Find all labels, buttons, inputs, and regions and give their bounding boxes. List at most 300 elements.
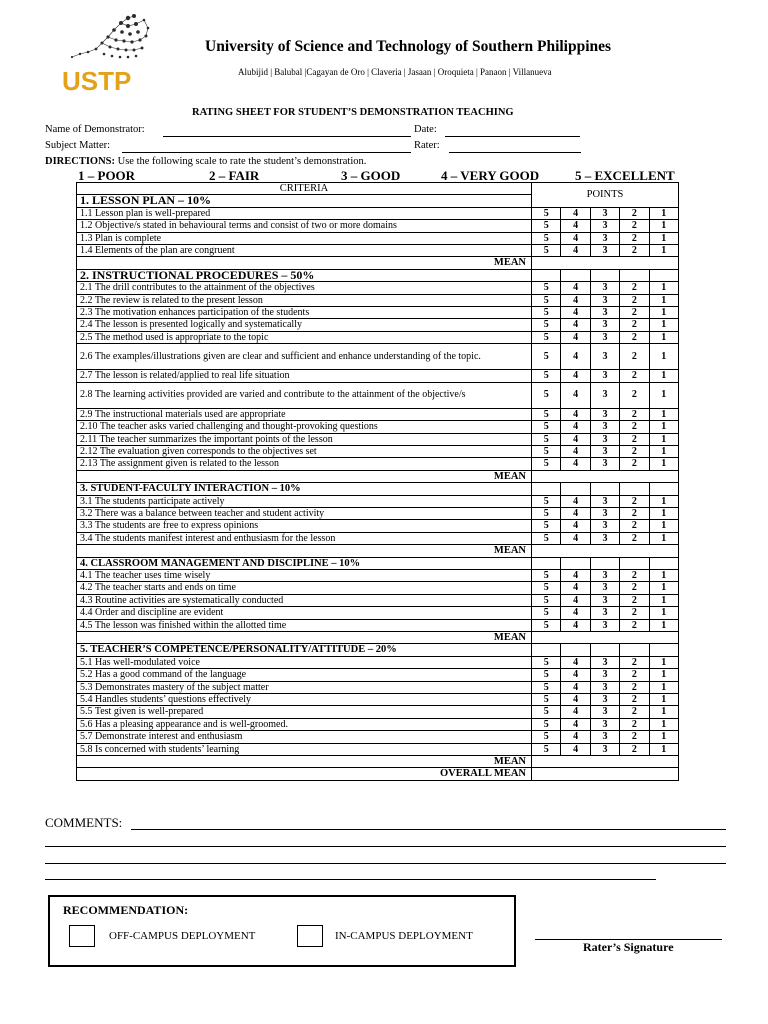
rating-option-3[interactable]: 3 — [590, 532, 619, 544]
empty-point-cell — [561, 557, 590, 569]
rating-option-3[interactable]: 3 — [590, 582, 619, 594]
rating-option-3[interactable]: 3 — [590, 245, 619, 257]
rating-option-2[interactable]: 2 — [620, 344, 649, 370]
subject-field[interactable] — [122, 152, 411, 153]
criteria-item: 2.5 The method used is appropriate to the topic — [77, 331, 532, 343]
logo-text: USTP — [62, 66, 132, 94]
rating-option-4[interactable]: 4 — [561, 706, 590, 718]
rating-option-4[interactable]: 4 — [561, 319, 590, 331]
rating-option-5[interactable]: 5 — [532, 294, 561, 306]
rating-option-4[interactable]: 4 — [561, 681, 590, 693]
rating-option-5[interactable]: 5 — [532, 607, 561, 619]
rating-option-3[interactable]: 3 — [590, 594, 619, 606]
empty-point-cell — [620, 644, 649, 656]
rating-option-2[interactable]: 2 — [620, 681, 649, 693]
in-campus-label: IN-CAMPUS DEPLOYMENT — [335, 930, 473, 942]
criteria-row — [77, 232, 679, 244]
rating-option-3[interactable]: 3 — [590, 619, 619, 631]
rating-option-2[interactable]: 2 — [620, 207, 649, 219]
rating-option-1[interactable]: 1 — [649, 619, 678, 631]
comment-line[interactable] — [45, 863, 726, 864]
criteria-item: 1.4 Elements of the plan are congruent — [77, 245, 532, 257]
criteria-row — [77, 307, 679, 319]
rating-option-1[interactable]: 1 — [649, 445, 678, 457]
subject-label: Subject Matter: — [45, 140, 111, 151]
rating-option-4[interactable]: 4 — [561, 594, 590, 606]
rating-option-4[interactable]: 4 — [561, 331, 590, 343]
document-title: RATING SHEET FOR STUDENT’S DEMONSTRATION TEACHING — [192, 107, 514, 118]
scale-fair: 2 – FAIR — [209, 168, 260, 183]
rating-option-2[interactable]: 2 — [620, 619, 649, 631]
rating-option-2[interactable]: 2 — [620, 294, 649, 306]
rating-option-1[interactable]: 1 — [649, 694, 678, 706]
rating-option-3[interactable]: 3 — [590, 421, 619, 433]
rating-option-2[interactable]: 2 — [620, 507, 649, 519]
mean-value-cell[interactable] — [532, 545, 679, 557]
rating-option-2[interactable]: 2 — [620, 220, 649, 232]
rating-option-5[interactable]: 5 — [532, 245, 561, 257]
rating-option-3[interactable]: 3 — [590, 433, 619, 445]
section-title-row — [77, 644, 679, 656]
criteria-row — [77, 681, 679, 693]
rating-option-5[interactable]: 5 — [532, 569, 561, 581]
rating-option-2[interactable]: 2 — [620, 669, 649, 681]
rating-option-5[interactable]: 5 — [532, 232, 561, 244]
rating-option-3[interactable]: 3 — [590, 282, 619, 294]
criteria-item: 3.1 The students participate actively — [77, 495, 532, 507]
criteria-row — [77, 582, 679, 594]
rating-option-4[interactable]: 4 — [561, 569, 590, 581]
rating-option-3[interactable]: 3 — [590, 569, 619, 581]
rating-option-2[interactable]: 2 — [620, 694, 649, 706]
criteria-row — [77, 656, 679, 668]
rating-option-2[interactable]: 2 — [620, 245, 649, 257]
rating-option-4[interactable]: 4 — [561, 656, 590, 668]
rating-option-4[interactable]: 4 — [561, 307, 590, 319]
demonstrator-field[interactable] — [163, 136, 411, 137]
rating-option-5[interactable]: 5 — [532, 594, 561, 606]
rating-option-4[interactable]: 4 — [561, 282, 590, 294]
rating-option-1[interactable]: 1 — [649, 495, 678, 507]
rating-option-3[interactable]: 3 — [590, 520, 619, 532]
rating-option-5[interactable]: 5 — [532, 619, 561, 631]
rating-option-2[interactable]: 2 — [620, 433, 649, 445]
rating-option-5[interactable]: 5 — [532, 433, 561, 445]
criteria-item: 4.5 The lesson was finished within the allotted time — [77, 619, 532, 631]
rating-option-2[interactable]: 2 — [620, 607, 649, 619]
criteria-item: 2.3 The motivation enhances participation of the students — [77, 307, 532, 319]
criteria-row — [77, 495, 679, 507]
criteria-item: 5.4 Handles students’ questions effectively — [77, 694, 532, 706]
criteria-row — [77, 433, 679, 445]
mean-value-cell[interactable] — [532, 470, 679, 482]
rating-option-2[interactable]: 2 — [620, 331, 649, 343]
criteria-item: 5.5 Test given is well-prepared — [77, 706, 532, 718]
rating-option-1[interactable]: 1 — [649, 408, 678, 420]
rating-option-4[interactable]: 4 — [561, 694, 590, 706]
rating-option-1[interactable]: 1 — [649, 731, 678, 743]
criteria-row — [77, 507, 679, 519]
criteria-row — [77, 331, 679, 343]
criteria-item: 2.12 The evaluation given corresponds to the objectives set — [77, 445, 532, 457]
rating-option-2[interactable]: 2 — [620, 282, 649, 294]
rating-option-4[interactable]: 4 — [561, 607, 590, 619]
rating-option-3[interactable]: 3 — [590, 607, 619, 619]
empty-point-cell — [532, 644, 561, 656]
rating-option-5[interactable]: 5 — [532, 495, 561, 507]
rating-option-5[interactable]: 5 — [532, 718, 561, 730]
demonstrator-label: Name of Demonstrator: — [45, 124, 145, 135]
rating-option-1[interactable]: 1 — [649, 656, 678, 668]
criteria-item: 3.3 The students are free to express opinions — [77, 520, 532, 532]
rating-option-1[interactable]: 1 — [649, 718, 678, 730]
empty-point-cell — [532, 557, 561, 569]
rating-option-5[interactable]: 5 — [532, 370, 561, 382]
rating-option-4[interactable]: 4 — [561, 495, 590, 507]
rating-option-1[interactable]: 1 — [649, 582, 678, 594]
rating-option-5[interactable]: 5 — [532, 220, 561, 232]
rating-option-2[interactable]: 2 — [620, 382, 649, 408]
criteria-item: 2.1 The drill contributes to the attainment of the objectives — [77, 282, 532, 294]
rating-option-3[interactable]: 3 — [590, 294, 619, 306]
criteria-row — [77, 594, 679, 606]
rating-option-2[interactable]: 2 — [620, 319, 649, 331]
rating-option-2[interactable]: 2 — [620, 307, 649, 319]
rating-option-3[interactable]: 3 — [590, 694, 619, 706]
rating-option-1[interactable]: 1 — [649, 282, 678, 294]
rating-option-5[interactable]: 5 — [532, 408, 561, 420]
mean-label: MEAN — [77, 257, 532, 269]
comments-label: COMMENTS: — [45, 815, 123, 830]
rating-option-2[interactable]: 2 — [620, 232, 649, 244]
criteria-item: 2.7 The lesson is related/applied to real life situation — [77, 370, 532, 382]
rating-option-3[interactable]: 3 — [590, 718, 619, 730]
empty-point-cell — [561, 644, 590, 656]
rating-option-3[interactable]: 3 — [590, 681, 619, 693]
criteria-row — [77, 520, 679, 532]
criteria-item: 2.11 The teacher summarizes the important points of the lesson — [77, 433, 532, 445]
scale-good: 3 – GOOD — [341, 168, 401, 183]
rating-option-1[interactable]: 1 — [649, 331, 678, 343]
criteria-item: 4.4 Order and discipline are evident — [77, 607, 532, 619]
rating-option-3[interactable]: 3 — [590, 507, 619, 519]
criteria-row — [77, 294, 679, 306]
rating-option-4[interactable]: 4 — [561, 619, 590, 631]
rating-option-4[interactable]: 4 — [561, 433, 590, 445]
rating-option-4[interactable]: 4 — [561, 669, 590, 681]
mean-row — [77, 257, 679, 269]
scale-very-good: 4 – VERY GOOD — [441, 168, 540, 183]
overall-mean-value-cell[interactable] — [532, 768, 679, 780]
rating-option-3[interactable]: 3 — [590, 458, 619, 470]
rating-option-1[interactable]: 1 — [649, 569, 678, 581]
rating-option-1[interactable]: 1 — [649, 220, 678, 232]
rating-option-2[interactable]: 2 — [620, 594, 649, 606]
empty-point-cell — [620, 557, 649, 569]
rating-option-2[interactable]: 2 — [620, 718, 649, 730]
rating-option-3[interactable]: 3 — [590, 743, 619, 755]
rating-option-2[interactable]: 2 — [620, 408, 649, 420]
rating-option-4[interactable]: 4 — [561, 458, 590, 470]
rating-option-1[interactable]: 1 — [649, 507, 678, 519]
comment-line[interactable] — [131, 829, 726, 830]
empty-point-cell — [590, 557, 619, 569]
rating-option-2[interactable]: 2 — [620, 743, 649, 755]
criteria-row — [77, 569, 679, 581]
rating-option-3[interactable]: 3 — [590, 344, 619, 370]
criteria-item: 4.1 The teacher uses time wisely — [77, 569, 532, 581]
rating-option-2[interactable]: 2 — [620, 458, 649, 470]
rating-option-1[interactable]: 1 — [649, 370, 678, 382]
rating-option-1[interactable]: 1 — [649, 743, 678, 755]
rating-option-5[interactable]: 5 — [532, 282, 561, 294]
empty-point-cell — [532, 269, 561, 281]
rating-option-1[interactable]: 1 — [649, 433, 678, 445]
rating-option-3[interactable]: 3 — [590, 656, 619, 668]
criteria-row — [77, 458, 679, 470]
rating-option-1[interactable]: 1 — [649, 294, 678, 306]
criteria-row — [77, 382, 679, 408]
rating-option-5[interactable]: 5 — [532, 582, 561, 594]
rating-option-4[interactable]: 4 — [561, 245, 590, 257]
criteria-row — [77, 619, 679, 631]
section-title-row — [77, 483, 679, 495]
criteria-row — [77, 706, 679, 718]
criteria-row — [77, 694, 679, 706]
criteria-item: 3.4 The students manifest interest and enthusiasm for the lesson — [77, 532, 532, 544]
rating-option-1[interactable]: 1 — [649, 706, 678, 718]
criteria-row — [77, 207, 679, 219]
empty-point-cell — [649, 269, 678, 281]
rating-option-1[interactable]: 1 — [649, 232, 678, 244]
section-title: 2. INSTRUCTIONAL PROCEDURES – 50% — [77, 269, 532, 281]
date-label: Date: — [414, 124, 437, 135]
rating-option-3[interactable]: 3 — [590, 370, 619, 382]
rating-option-2[interactable]: 2 — [620, 582, 649, 594]
empty-point-cell — [620, 269, 649, 281]
rating-option-1[interactable]: 1 — [649, 319, 678, 331]
criteria-item: 5.6 Has a pleasing appearance and is well-groomed. — [77, 718, 532, 730]
criteria-item: 4.2 The teacher starts and ends on time — [77, 582, 532, 594]
rating-option-3[interactable]: 3 — [590, 706, 619, 718]
rating-option-4[interactable]: 4 — [561, 232, 590, 244]
rating-option-2[interactable]: 2 — [620, 656, 649, 668]
rating-option-4[interactable]: 4 — [561, 408, 590, 420]
off-campus-label: OFF-CAMPUS DEPLOYMENT — [109, 930, 256, 942]
in-campus-checkbox[interactable] — [297, 925, 323, 947]
rating-option-3[interactable]: 3 — [590, 331, 619, 343]
criteria-row — [77, 408, 679, 420]
mean-value-cell[interactable] — [532, 756, 679, 768]
rating-option-1[interactable]: 1 — [649, 669, 678, 681]
criteria-item: 5.2 Has a good command of the language — [77, 669, 532, 681]
criteria-item: 2.6 The examples/illustrations given are clear and sufficient and enhance understanding of the topic. — [77, 344, 532, 370]
empty-point-cell — [649, 644, 678, 656]
criteria-item: 4.3 Routine activities are systematically conducted — [77, 594, 532, 606]
rating-option-3[interactable]: 3 — [590, 382, 619, 408]
criteria-row — [77, 445, 679, 457]
rating-option-5[interactable]: 5 — [532, 669, 561, 681]
empty-point-cell — [590, 644, 619, 656]
rating-option-5[interactable]: 5 — [532, 307, 561, 319]
rater-label: Rater: — [414, 140, 440, 151]
mean-value-cell[interactable] — [532, 257, 679, 269]
rating-option-2[interactable]: 2 — [620, 421, 649, 433]
rating-option-4[interactable]: 4 — [561, 294, 590, 306]
rating-option-3[interactable]: 3 — [590, 445, 619, 457]
empty-point-cell — [561, 483, 590, 495]
rating-option-5[interactable]: 5 — [532, 706, 561, 718]
table-header-row — [77, 183, 679, 195]
criteria-row — [77, 370, 679, 382]
rating-option-2[interactable]: 2 — [620, 532, 649, 544]
rating-option-3[interactable]: 3 — [590, 232, 619, 244]
rating-option-1[interactable]: 1 — [649, 307, 678, 319]
signature-label: Rater’s Signature — [583, 940, 674, 954]
rating-option-5[interactable]: 5 — [532, 458, 561, 470]
date-field[interactable] — [445, 136, 580, 137]
criteria-item: 1.2 Objective/s stated in behavioural terms and consist of two or more domains — [77, 220, 532, 232]
rating-option-5[interactable]: 5 — [532, 520, 561, 532]
mean-row — [77, 632, 679, 644]
rating-option-1[interactable]: 1 — [649, 607, 678, 619]
rating-option-5[interactable]: 5 — [532, 207, 561, 219]
criteria-item: 1.3 Plan is complete — [77, 232, 532, 244]
rating-option-5[interactable]: 5 — [532, 507, 561, 519]
criteria-row — [77, 532, 679, 544]
criteria-item: 2.4 The lesson is presented logically and systematically — [77, 319, 532, 331]
rating-option-3[interactable]: 3 — [590, 319, 619, 331]
rating-option-1[interactable]: 1 — [649, 207, 678, 219]
rating-option-5[interactable]: 5 — [532, 319, 561, 331]
criteria-item: 2.8 The learning activities provided are varied and contribute to the attainment of the objective/s — [77, 382, 532, 408]
rating-option-2[interactable]: 2 — [620, 520, 649, 532]
rating-table — [76, 182, 679, 781]
scale-excellent: 5 – EXCELLENT — [575, 168, 675, 183]
rating-option-1[interactable]: 1 — [649, 458, 678, 470]
rater-field[interactable] — [449, 152, 581, 153]
rating-option-5[interactable]: 5 — [532, 445, 561, 457]
criteria-item: 5.3 Demonstrates mastery of the subject matter — [77, 681, 532, 693]
criteria-item: 3.2 There was a balance between teacher and student activity — [77, 507, 532, 519]
ustp-logo — [58, 10, 178, 94]
rating-option-5[interactable]: 5 — [532, 382, 561, 408]
mean-label: MEAN — [77, 756, 532, 768]
rating-option-4[interactable]: 4 — [561, 421, 590, 433]
mean-row — [77, 470, 679, 482]
mean-label: MEAN — [77, 470, 532, 482]
section-title: 4. CLASSROOM MANAGEMENT AND DISCIPLINE – 10% — [77, 557, 532, 569]
rating-option-5[interactable]: 5 — [532, 331, 561, 343]
empty-point-cell — [649, 483, 678, 495]
criteria-item: 2.2 The review is related to the present lesson — [77, 294, 532, 306]
off-campus-checkbox[interactable] — [69, 925, 95, 947]
section-title-row — [77, 557, 679, 569]
points-header: POINTS — [532, 183, 679, 208]
criteria-item: 2.13 The assignment given is related to the lesson — [77, 458, 532, 470]
rating-option-4[interactable]: 4 — [561, 731, 590, 743]
rating-option-5[interactable]: 5 — [532, 731, 561, 743]
rating-option-5[interactable]: 5 — [532, 681, 561, 693]
rating-option-5[interactable]: 5 — [532, 743, 561, 755]
rating-option-5[interactable]: 5 — [532, 532, 561, 544]
mean-value-cell[interactable] — [532, 632, 679, 644]
rating-option-3[interactable]: 3 — [590, 669, 619, 681]
rating-option-4[interactable]: 4 — [561, 370, 590, 382]
criteria-row — [77, 319, 679, 331]
rating-option-4[interactable]: 4 — [561, 507, 590, 519]
rating-option-4[interactable]: 4 — [561, 445, 590, 457]
rating-option-1[interactable]: 1 — [649, 594, 678, 606]
rating-option-3[interactable]: 3 — [590, 220, 619, 232]
recommendation-box — [48, 895, 516, 967]
rating-option-4[interactable]: 4 — [561, 344, 590, 370]
rating-option-3[interactable]: 3 — [590, 495, 619, 507]
rating-option-5[interactable]: 5 — [532, 694, 561, 706]
rating-option-4[interactable]: 4 — [561, 743, 590, 755]
rating-option-1[interactable]: 1 — [649, 421, 678, 433]
empty-point-cell — [590, 269, 619, 281]
rating-option-1[interactable]: 1 — [649, 520, 678, 532]
scale-poor: 1 – POOR — [78, 168, 136, 183]
overall-mean-row — [77, 768, 679, 780]
rating-option-4[interactable]: 4 — [561, 582, 590, 594]
rating-option-4[interactable]: 4 — [561, 382, 590, 408]
rating-option-4[interactable]: 4 — [561, 520, 590, 532]
rating-option-1[interactable]: 1 — [649, 681, 678, 693]
rating-option-5[interactable]: 5 — [532, 344, 561, 370]
rating-option-2[interactable]: 2 — [620, 445, 649, 457]
mean-row — [77, 545, 679, 557]
criteria-row — [77, 220, 679, 232]
criteria-header: CRITERIA — [77, 183, 532, 195]
rating-option-3[interactable]: 3 — [590, 408, 619, 420]
criteria-item: 1.1 Lesson plan is well-prepared — [77, 207, 532, 219]
rating-option-4[interactable]: 4 — [561, 207, 590, 219]
criteria-row — [77, 344, 679, 370]
rating-option-3[interactable]: 3 — [590, 731, 619, 743]
rating-option-2[interactable]: 2 — [620, 706, 649, 718]
rating-option-2[interactable]: 2 — [620, 731, 649, 743]
criteria-row — [77, 421, 679, 433]
rating-option-1[interactable]: 1 — [649, 382, 678, 408]
criteria-row — [77, 718, 679, 730]
criteria-row — [77, 282, 679, 294]
rating-option-3[interactable]: 3 — [590, 207, 619, 219]
comment-line[interactable] — [45, 879, 656, 880]
rating-option-4[interactable]: 4 — [561, 532, 590, 544]
rating-option-2[interactable]: 2 — [620, 569, 649, 581]
rating-option-4[interactable]: 4 — [561, 718, 590, 730]
directions — [45, 156, 366, 167]
rating-option-1[interactable]: 1 — [649, 532, 678, 544]
rating-option-2[interactable]: 2 — [620, 495, 649, 507]
empty-point-cell — [590, 483, 619, 495]
rating-option-3[interactable]: 3 — [590, 307, 619, 319]
comment-line[interactable] — [45, 846, 726, 847]
section-title: 3. STUDENT-FACULTY INTERACTION – 10% — [77, 483, 532, 495]
directions-label: DIRECTIONS: — [45, 156, 116, 167]
rating-option-5[interactable]: 5 — [532, 656, 561, 668]
rating-option-1[interactable]: 1 — [649, 344, 678, 370]
rating-option-4[interactable]: 4 — [561, 220, 590, 232]
section-title: 1. LESSON PLAN – 10% — [77, 195, 532, 207]
rating-option-2[interactable]: 2 — [620, 370, 649, 382]
overall-mean-label: OVERALL MEAN — [77, 768, 532, 780]
recommendation-title: RECOMMENDATION: — [63, 903, 189, 917]
rating-option-1[interactable]: 1 — [649, 245, 678, 257]
rating-option-5[interactable]: 5 — [532, 421, 561, 433]
